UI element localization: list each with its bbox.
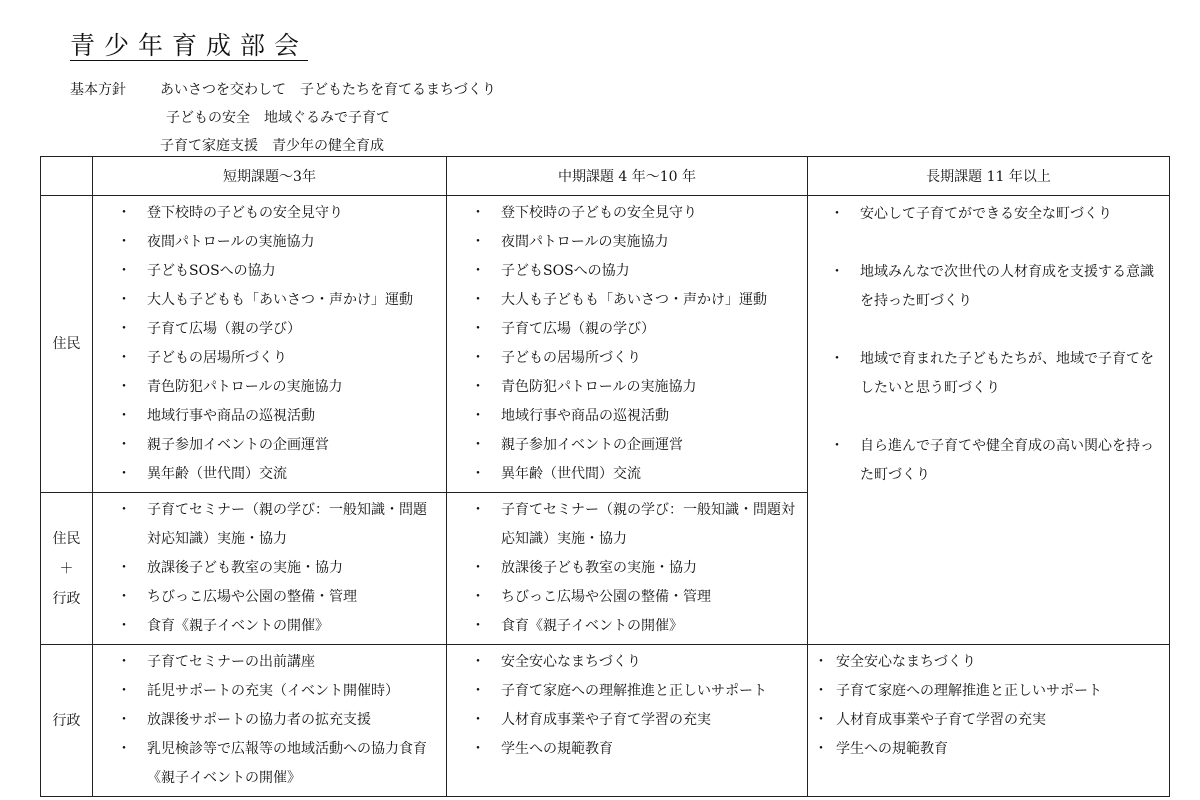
list-item: ・ 安全安心なまちづくり <box>447 648 801 677</box>
list-item: ・ ちびっこ広場や公園の整備・管理 <box>93 583 440 612</box>
policy-line: 子どもの安全 地域ぐるみで子育て <box>166 110 390 126</box>
policy-line: 子育て家庭支援 青少年の健全育成 <box>160 138 384 154</box>
cell-resident-mid <box>447 196 808 493</box>
list-item: ・ 安全安心なまちづくり <box>808 648 1163 677</box>
item-list <box>447 493 807 644</box>
cell-gov-long <box>808 645 1170 797</box>
list-item: ・ 地域で育まれた子どもたちが、地域で子育てをしたいと思う町づくり <box>808 345 1163 403</box>
list-item: ・ 子育てセミナー（親の学び：一般知識・問題対応知識）実施・協力 <box>447 496 801 554</box>
list-item: ・ 人材育成事業や子育て学習の充実 <box>447 706 801 735</box>
row-gov <box>41 645 1170 797</box>
policy-label: 基本方針 <box>70 82 126 98</box>
list-item: ・ 子どもSOSへの協力 <box>93 257 440 286</box>
list-item: ・ 親子参加イベントの企画運営 <box>93 431 440 460</box>
task-table <box>40 156 1170 797</box>
row-label-line: 住民 <box>52 530 81 547</box>
list-item: ・ 異年齢（世代間）交流 <box>447 460 801 489</box>
header-short: 短期課題～3年 <box>93 157 447 196</box>
item-list <box>93 645 446 796</box>
list-item: ・ 地域行事や商品の巡視活動 <box>447 402 801 431</box>
item-list <box>808 196 1169 522</box>
list-item: ・ 学生への規範教育 <box>808 735 1163 764</box>
basic-policy <box>70 76 496 160</box>
header-row <box>41 157 1170 196</box>
list-item: ・ 青色防犯パトロールの実施協力 <box>447 373 801 402</box>
cell-gov-short <box>93 645 447 797</box>
item-list <box>93 196 446 492</box>
list-item: ・ 子育て家庭への理解推進と正しいサポート <box>447 677 801 706</box>
list-item: ・ 乳児検診等で広報等の地域活動への協力食育《親子イベントの開催》 <box>93 735 440 793</box>
row-label-line: 行政 <box>52 590 81 607</box>
list-item: ・ 安心して子育てができる安全な町づくり <box>808 200 1163 229</box>
page-title: 青少年育成部会 <box>70 31 309 60</box>
list-item: ・ 子どもの居場所づくり <box>447 344 801 373</box>
list-item: ・ 登下校時の子どもの安全見守り <box>447 199 801 228</box>
row-resident <box>41 196 1170 493</box>
list-item: ・ 学生への規範教育 <box>447 735 801 764</box>
list-item: ・ ちびっこ広場や公園の整備・管理 <box>447 583 801 612</box>
list-item: ・ 子どもSOSへの協力 <box>447 257 801 286</box>
row-label-resident: 住民 <box>41 196 93 493</box>
list-item: ・ 託児サポートの充実（イベント開催時） <box>93 677 440 706</box>
list-item: ・ 地域みんなで次世代の人材育成を支援する意識を持った町づくり <box>808 258 1163 316</box>
item-list <box>447 645 807 767</box>
list-item: ・ 子育て広場（親の学び） <box>93 315 440 344</box>
list-item: ・ 青色防犯パトロールの実施協力 <box>93 373 440 402</box>
list-item: ・ 大人も子どもも「あいさつ・声かけ」運動 <box>93 286 440 315</box>
policy-line: あいさつを交わして 子どもたちを育てるまちづくり <box>160 82 496 98</box>
cell-joint-mid <box>447 493 808 645</box>
list-item: ・ 登下校時の子どもの安全見守り <box>93 199 440 228</box>
list-item: ・ 子どもの居場所づくり <box>93 344 440 373</box>
list-item: ・ 自ら進んで子育てや健全育成の高い関心を持った町づくり <box>808 432 1163 490</box>
item-list <box>93 493 446 644</box>
cell-joint-short <box>93 493 447 645</box>
list-item: ・ 子育てセミナー（親の学び：一般知識・問題対応知識）実施・協力 <box>93 496 440 554</box>
list-item: ・ 夜間パトロールの実施協力 <box>447 228 801 257</box>
list-item: ・ 子育て広場（親の学び） <box>447 315 801 344</box>
list-item: ・ 親子参加イベントの企画運営 <box>447 431 801 460</box>
list-item: ・ 放課後子ども教室の実施・協力 <box>447 554 801 583</box>
list-item: ・ 食育《親子イベントの開催》 <box>93 612 440 641</box>
header-mid: 中期課題 4 年～10 年 <box>447 157 808 196</box>
list-item: ・ 子育て家庭への理解推進と正しいサポート <box>808 677 1163 706</box>
corner-cell <box>41 157 93 196</box>
list-item: ・ 地域行事や商品の巡視活動 <box>93 402 440 431</box>
list-item: ・ 人材育成事業や子育て学習の充実 <box>808 706 1163 735</box>
list-item: ・ 夜間パトロールの実施協力 <box>93 228 440 257</box>
cell-long-term <box>808 196 1170 645</box>
header-long: 長期課題 11 年以上 <box>808 157 1170 196</box>
item-list <box>447 196 807 492</box>
list-item: ・ 放課後子ども教室の実施・協力 <box>93 554 440 583</box>
list-item: ・ 放課後サポートの協力者の拡充支援 <box>93 706 440 735</box>
cell-resident-short <box>93 196 447 493</box>
item-list <box>808 645 1169 767</box>
list-item: ・ 大人も子どもも「あいさつ・声かけ」運動 <box>447 286 801 315</box>
row-label-gov: 行政 <box>41 645 93 797</box>
list-item: ・ 子育てセミナーの出前講座 <box>93 648 440 677</box>
row-label-resident-gov <box>41 493 93 645</box>
cell-gov-mid <box>447 645 808 797</box>
row-label-line: ＋ <box>59 560 74 577</box>
list-item: ・ 食育《親子イベントの開催》 <box>447 612 801 641</box>
list-item: ・ 異年齢（世代間）交流 <box>93 460 440 489</box>
